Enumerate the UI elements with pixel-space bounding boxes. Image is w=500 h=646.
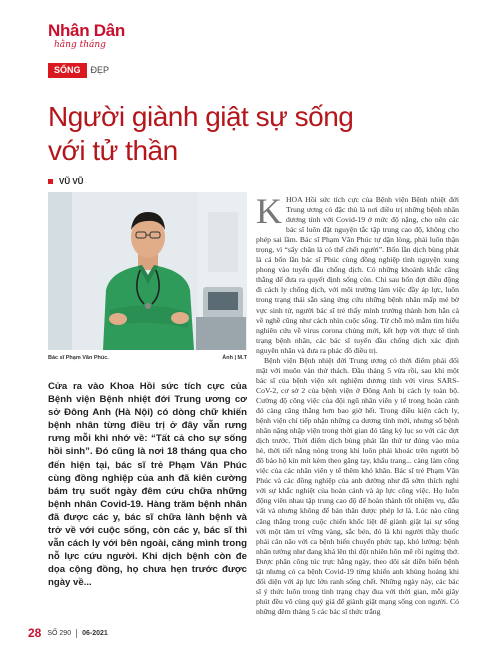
masthead-subtitle: hằng tháng: [54, 40, 106, 50]
section-tag-sub: ĐẸP: [90, 65, 110, 75]
lead-paragraph: Cửa ra vào Khoa Hồi sức tích cực của Bệnh viện Bệnh nhiệt đới Trung ương cơ sở Đông Anh (Hà Nội) có dòng chữ khiến bệnh nhân từng điều trị ở đây vẫn rưng rưng mỗi khi nhớ về: “Tất cả cho sự sống hồi sinh”. Đó cũng là nơi 18 tháng qua cho đến hiện tại, bác sĩ trẻ Phạm Văn Phúc cùng đồng nghiệp của anh đã kiên cường bám trụ suốt ngày đêm cứu chữa những bệnh nhân Covid-19. Hàng trăm bệnh nhân đã được các y, bác sĩ chữa lành bệnh và trở về với cuộc sống, còn các y, bác sĩ thì vẫn cách ly với bên ngoài, căng mình trong nỗ lực cứu người. Khi dịch bệnh còn đe dọa cộng đồng, họ chưa hẹn trước được ngày về...: [48, 381, 247, 589]
photo-caption-text: Bác sĩ Phạm Văn Phúc.: [48, 355, 109, 361]
masthead: [48, 22, 125, 50]
headline-line-1: Người giành giật sự sống: [48, 101, 354, 132]
byline-square-icon: [48, 179, 53, 184]
drop-cap: K: [256, 191, 282, 231]
body-paragraph-1-text: HOA Hồi sức tích cực của Bệnh viện Bệnh nhiệt đới Trung ương có đặc thù là nơi điều trị những bệnh nhân dương tính với Covid-19 ở mức độ nặng, cho nên các bác sĩ luôn đặt nguyện tắc tập trung cao độ, không cho phép sai lầm. Bác sĩ Phạm Văn Phúc tự dặn lòng, phải luôn thận trọng, vì “sẩy chân là có thể chết người”. Bốn lần dịch bùng phát là cả bốn lần bác sĩ Phúc cùng đồng nghiệp tình nguyện xung phong vào tuyến đầu chống dịch. Có những khoảnh khắc căng thẳng để đưa ra quyết định sống còn. Chỉ sau bốn đợt điều động đi cách ly chống dịch, với môi trường làm việc đầy áp lực, luôn trong trạng thái sẵn sàng ứng cứu những bệnh nhân mấp mé bờ vực sinh tử, người bác sĩ trẻ thấy mình trưởng thành hơn hẳn cả về nghề cũng như cách nhìn cuộc sống. Từ chỗ mò mẫm tìm hiểu nghiên cứu về virus corona chủng mới, kết hợp với thực tế tình trạng bệnh nhân, các bác sĩ tuyến đầu chống dịch xác định nguyên nhân và đưa ra phác đồ điều trị.: [256, 195, 459, 355]
issue-number: SỐ 290: [47, 629, 72, 637]
doctor-illustration: [48, 192, 247, 350]
photo-credit: Ảnh | M.T: [222, 355, 247, 361]
footer-divider: [76, 629, 77, 638]
byline: [48, 177, 83, 186]
page-number: 28: [28, 626, 42, 640]
section-tag: [48, 63, 113, 78]
article-headline: [48, 100, 468, 168]
issue-date: 06-2021: [82, 629, 108, 637]
masthead-title: Nhân Dân: [48, 21, 125, 40]
photo-caption: [48, 355, 247, 361]
byline-author: VŨ VŨ: [59, 177, 84, 186]
body-paragraph-2: Bệnh viện Bệnh nhiệt đới Trung ương có thời điểm phải đối mặt với muôn vàn thử thách. Đầu tháng 5 vừa rồi, sau khi một bác sĩ của bệnh viện xét nghiệm dương tính với virus SARS-CoV-2, cơ sở 2 của bệnh viện ở Đông Anh bị cách ly toàn bộ. Cường độ công việc của đội ngũ nhân viên y tế trong hoàn cảnh đó càng căng thẳng hơn bao giờ hết. Trong điều kiện cách ly, bệnh viện chỉ tiếp nhận những ca dương tính mới, nhưng số bệnh nhân nặng nhập viện trong thời gian đó tăng kỷ lục so với các đợt dịch trước. Thời điểm dịch bùng phát lần thứ tư đúng vào mùa hè, thời tiết nắng nóng trong khi luôn phải khoác trên người bộ đồ bảo hộ kín mít kèm theo găng tay, khẩu trang... càng làm công việc của các nhân viên y tế thêm khó khăn. Bác sĩ trẻ Phạm Văn Phúc và các đồng nghiệp của anh dường như đã sớm thích nghi với sự khắc nghiệt của hoàn cảnh và áp lực công việc. Họ luôn động viên nhau tập trung cao độ để hoàn thành tốt nhiệm vụ, dẫu vất vả nhưng không để bản thân được phép lơ là. Lúc nào cũng căng thẳng trong cuộc chiến khốc liệt để giành giật lại sự sống với một tâm trí vững vàng, sắc bén, đó là khi người thầy thuốc phải cân não với ca bệnh biến chuyển phức tạp, khó lường: bệnh nhân tưởng như đang khá lên thì đột nhiên hôn mê rồi ngừng thở. Được phân công túc trực hằng ngày, theo dõi sát diễn biến bệnh tật nhưng có ca bệnh Covid-19 từng khiến anh khủng hoảng khi đối diện với áp lực lớn ranh sống chết. Những ngày này, các bác sĩ ý thức luôn trong tình trạng chạy đua với thời gian, mỗi giây phút đều vô cùng quý giá để giành giật mạng sống con người. Có những đêm tháng 5 các bác sĩ thức trắng: [256, 355, 459, 616]
body-paragraph-1: [256, 191, 459, 356]
section-tag-main: SỐNG: [48, 63, 87, 78]
doctor-photo: [48, 192, 247, 350]
headline-line-2: với tử thần: [48, 135, 178, 166]
page-footer: [28, 626, 108, 640]
article-body: [256, 191, 459, 617]
